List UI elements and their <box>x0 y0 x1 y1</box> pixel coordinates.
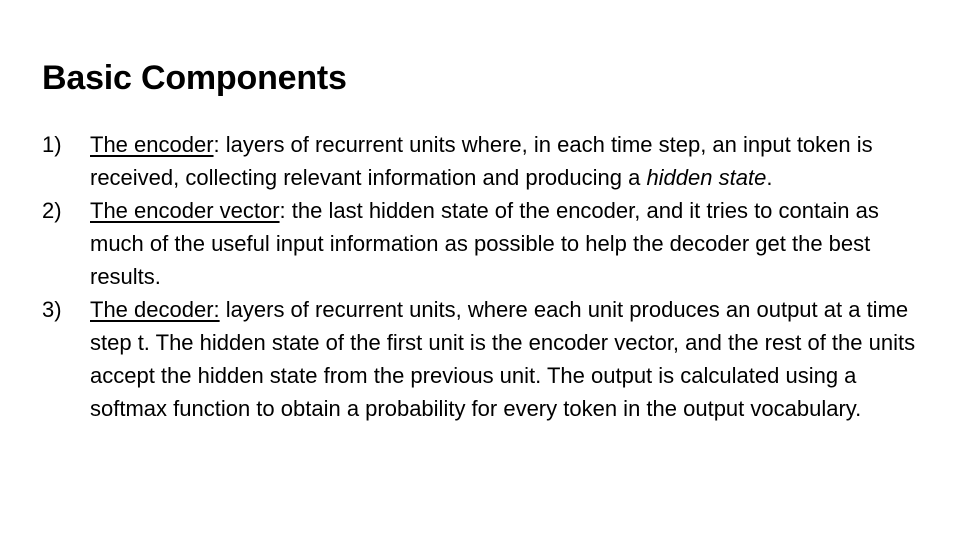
list-number: 3) <box>42 297 62 322</box>
description-decoder: layers of recurrent units, where each unit produces an output at a time step t. The hidden state of the first unit is the encoder vector, and the rest of the units accept the hidden state from the previous unit. The output is calculated using a softmax function to obtain a probability for every token in the output vocabulary. <box>90 297 916 421</box>
list-item-encoder-vector <box>42 194 922 293</box>
description-encoder-tail: . <box>766 165 773 190</box>
components-list <box>42 128 922 425</box>
list-item-encoder <box>42 128 922 194</box>
slide-title: Basic Components <box>42 59 347 97</box>
term-decoder: The decoder: <box>90 297 220 322</box>
list-number: 1) <box>42 132 62 157</box>
list-number: 2) <box>42 198 62 223</box>
description-encoder: : layers of recurrent units where, in each time step, an input token is received, collecting relevant information and producing a <box>90 132 873 190</box>
term-encoder: The encoder <box>90 132 214 157</box>
list-item-decoder <box>42 293 922 425</box>
emphasis-hidden-state: hidden state <box>646 165 767 190</box>
description-encoder-vector: : the last hidden state of the encoder, and it tries to contain as much of the useful input information as possible to help the decoder get the best results. <box>90 198 879 289</box>
term-encoder-vector: The encoder vector <box>90 198 280 223</box>
